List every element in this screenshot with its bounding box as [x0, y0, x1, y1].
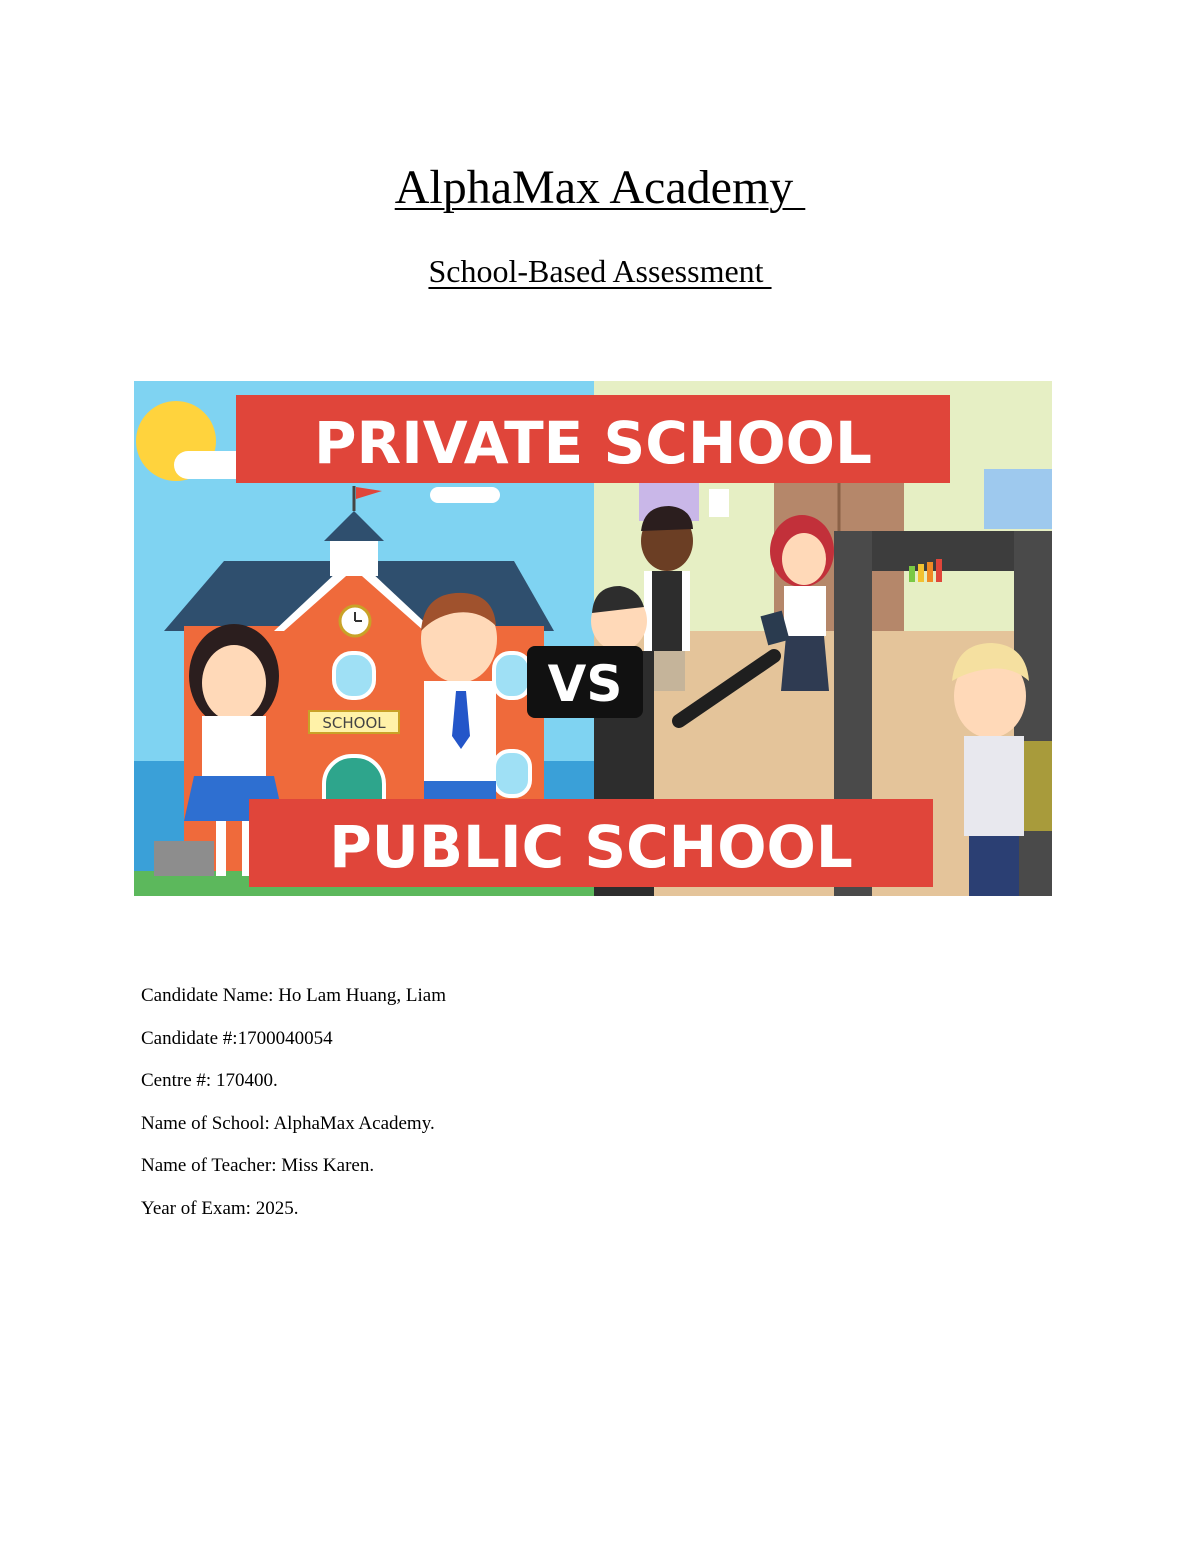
school-name-line: Name of School: AlphaMax Academy. — [141, 1112, 435, 1134]
private-school-label: PRIVATE SCHOOL — [314, 409, 872, 477]
school-sign-label: SCHOOL — [322, 714, 386, 732]
candidate-name-line: Candidate Name: Ho Lam Huang, Liam — [141, 985, 446, 1006]
document-subtitle: School-Based Assessment — [428, 253, 772, 289]
teacher-name-line: Name of Teacher: Miss Karen. — [141, 1155, 375, 1176]
cover-illustration — [134, 381, 1052, 896]
candidate-info — [141, 980, 446, 1235]
centre-number-line: Centre #: 170400. — [141, 1070, 278, 1091]
vs-label: VS — [547, 655, 623, 713]
backpack — [1024, 741, 1052, 831]
exam-year-line: Year of Exam: 2025. — [141, 1197, 299, 1219]
public-school-label: PUBLIC SCHOOL — [329, 813, 853, 881]
cloud-icon — [430, 487, 500, 503]
document-title: AlphaMax Academy — [394, 161, 806, 214]
candidate-number-line: Candidate #:1700040054 — [141, 1027, 333, 1049]
